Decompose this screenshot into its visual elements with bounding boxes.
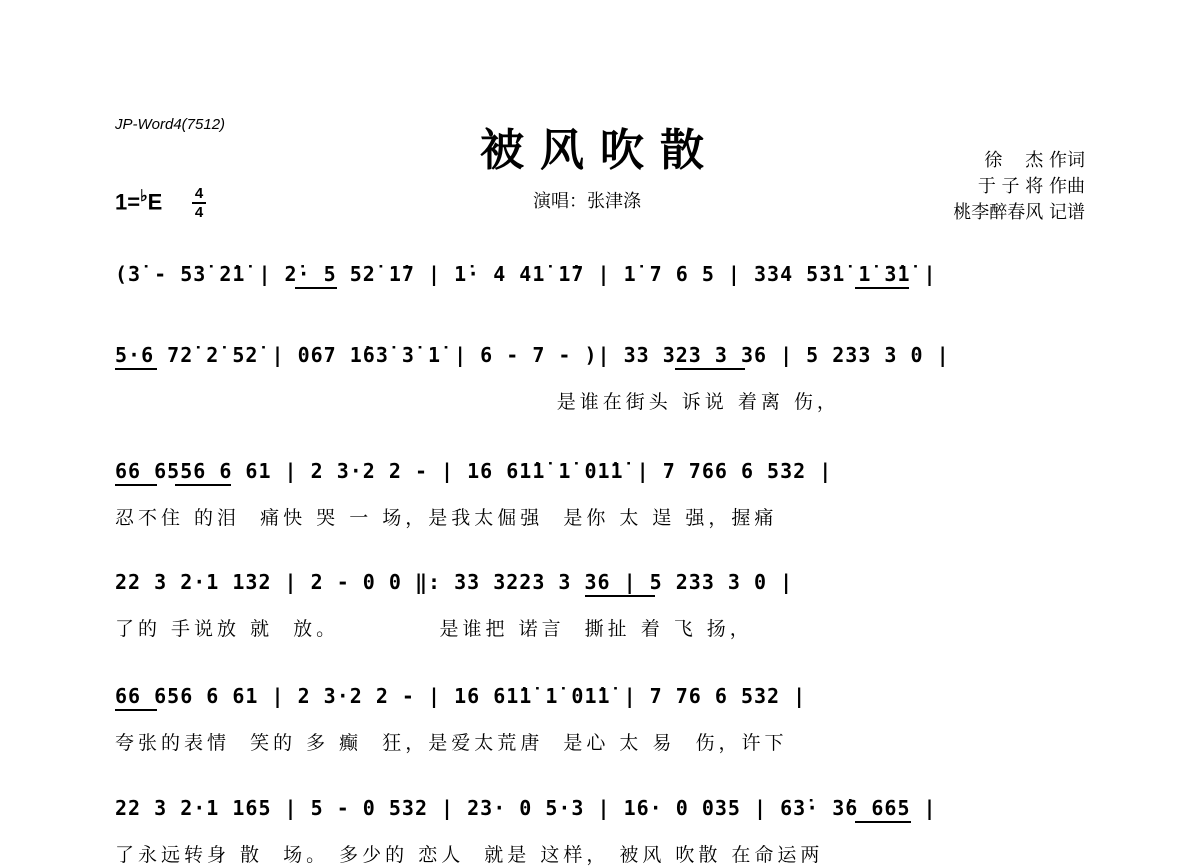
score-system (115, 262, 1090, 310)
beam-underline (115, 709, 157, 711)
beam-underline (855, 287, 909, 289)
beam-underline (115, 368, 157, 370)
score-system (115, 684, 1090, 754)
beam-underline (675, 368, 745, 370)
song-title: 被风吹散 (480, 125, 720, 176)
singer-credit: 演唱：张津涤 (533, 191, 641, 212)
score-system (115, 459, 1090, 529)
score-system (115, 796, 1090, 866)
time-signature (192, 186, 206, 220)
meter-top: 4 (194, 185, 204, 202)
notation-line: 22 3 2·1 132 | 2 - 0 0 ‖: 33 3223 3 36 | 5 233 3 0 | (115, 570, 794, 594)
notation-line: 66 656 6 61 | 2 3·2 2 - | 16 61̇1̇ 1̇ 01̇1̇ | 7 76 6 532 | (115, 684, 807, 708)
key-signature (115, 186, 162, 215)
composer-credit: 于 子 将 作曲 (977, 176, 1085, 197)
lyric-line: 忍不住 的泪 痛快 哭 一 场，是我太倔强 是你 太 逞 强，握痛 (115, 507, 778, 529)
notation-line: 22 3 2·1 165 | 5 - 0 532 | 23· 0 5·3 | 16· 0 035 | 63̇· 3̇6 665 | (115, 796, 937, 820)
meter-bottom: 4 (194, 204, 204, 221)
notation-line: 66 6556 6 61 | 2 3·2 2 - | 16 61̇1̇ 1̇ 01̇1̇ | 7 766 6 532 | (115, 459, 833, 483)
software-watermark: JP-Word4(7512) (115, 116, 226, 133)
lyric-line: 了永远转身 散 场。 多少的 恋人 就是 这样， 被风 吹散 在命运两 (115, 844, 824, 866)
score-system (115, 570, 1090, 640)
credits-block (953, 148, 1085, 226)
beam-underline (855, 821, 911, 823)
beam-underline (115, 484, 157, 486)
lyric-line: 夸张的表情 笑的 多 癫 狂，是爱太荒唐 是心 太 易 伤，许下 (115, 732, 788, 754)
lyricist-credit: 徐 杰 作词 (984, 150, 1085, 171)
lyric-line: 是谁在街头 诉说 着离 伤， (115, 391, 840, 413)
transcriber-credit: 桃李醉春风 记谱 (953, 202, 1085, 223)
notation-line: 5·6 72̇ 2̇ 52̇ | 067 1̇63̇ 3̇ 1̇ | 6 - 7 - )| 33 323 3 36 | 5 233 3 0 | (115, 343, 950, 367)
lyric-line: 了的 手说放 就 放。 是谁把 诺言 撕扯 着 飞 扬， (115, 618, 753, 640)
beam-underline (175, 484, 231, 486)
key-prefix: 1= (115, 189, 141, 215)
score-system (115, 343, 1090, 413)
notation-line: (3̇ - 53̇ 2̇1̇ | 2̇· 5 52̇ 1̇7 | 1̇· 4 41̇ 1̇7 | 1̇ 7 6 5 | 334 53̇1̇ 1̇ 3̇1̇ | (115, 262, 937, 286)
beam-underline (295, 287, 337, 289)
beam-underline (585, 595, 655, 597)
key-note: E (147, 189, 163, 215)
flat-sign: ♭ (140, 188, 148, 205)
